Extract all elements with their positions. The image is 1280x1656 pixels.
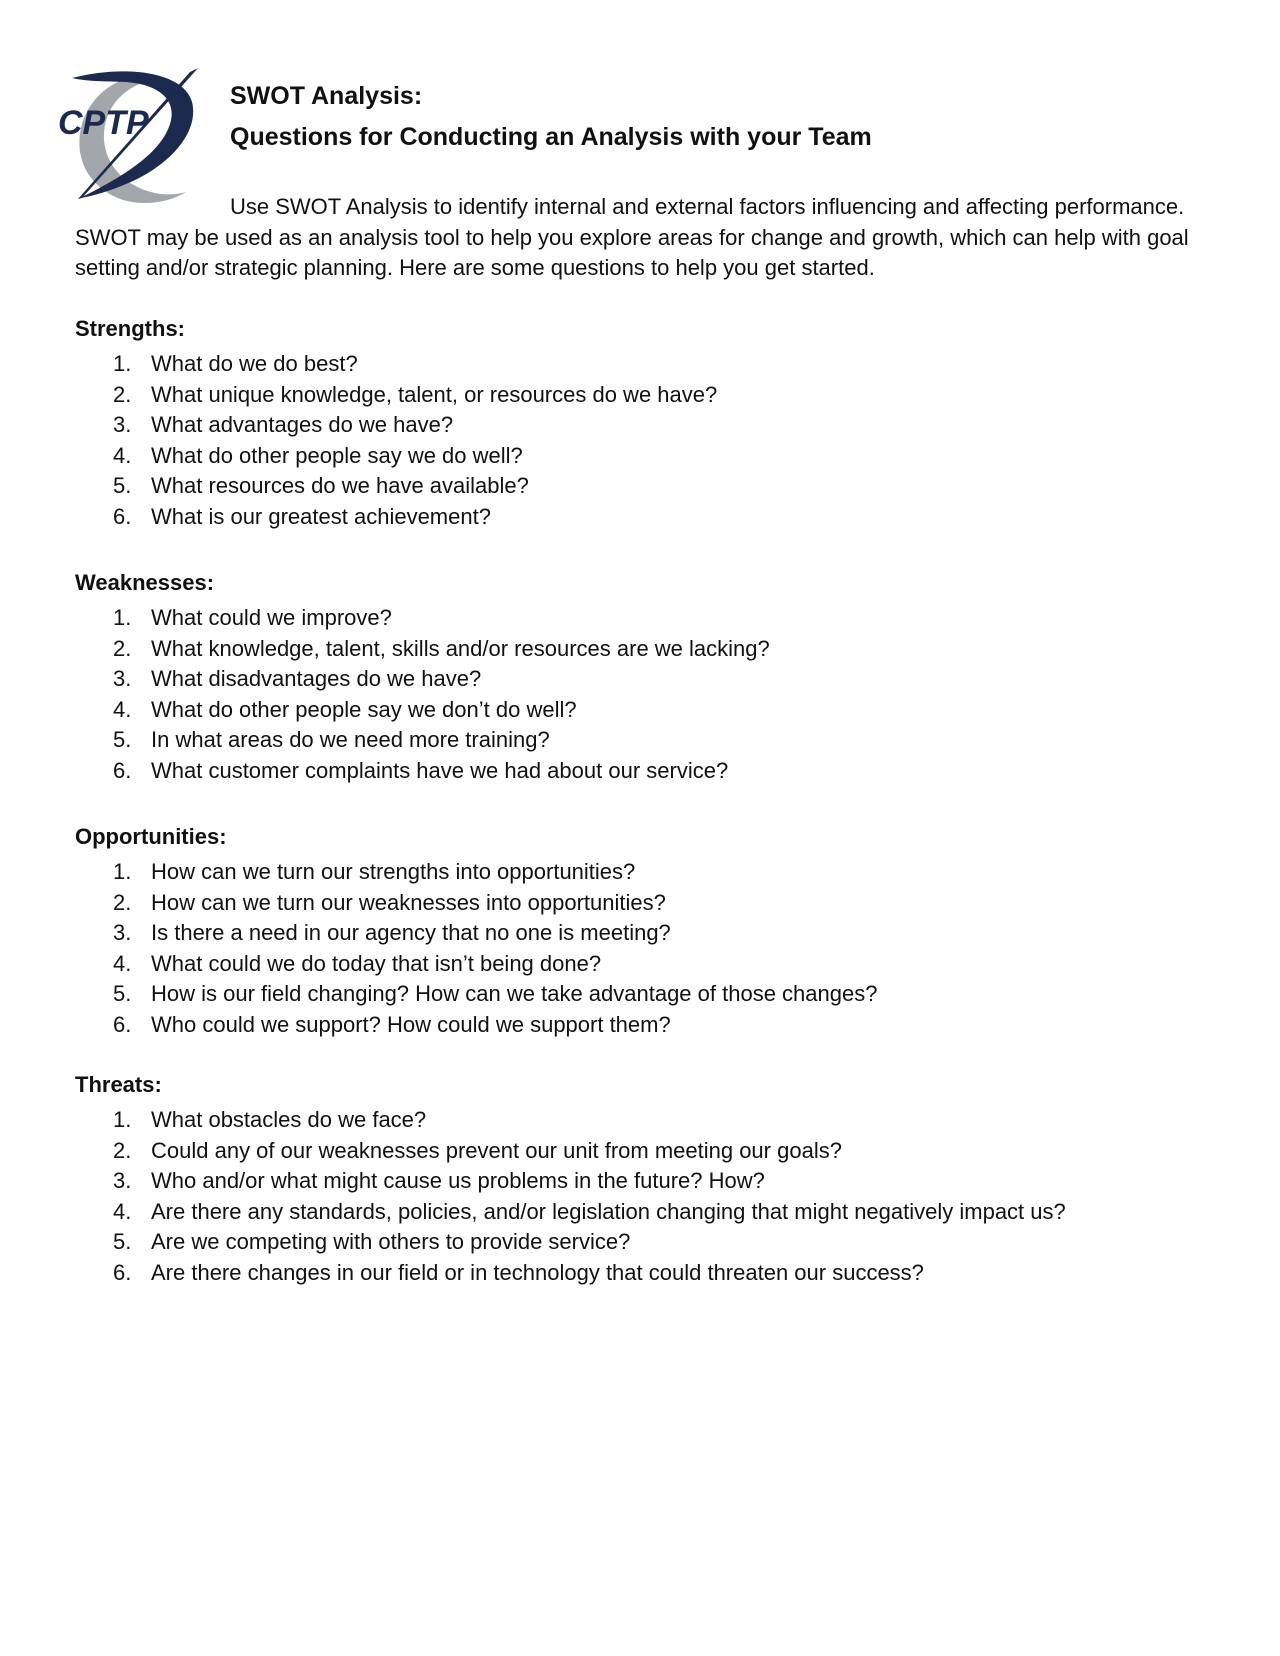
list-item — [75, 857, 1205, 888]
item-number: 3. — [113, 1168, 132, 1193]
list-item — [75, 349, 1205, 380]
section-weaknesses — [75, 568, 1205, 786]
question-list — [75, 349, 1205, 532]
item-text: What do other people say we don’t do well? — [151, 696, 577, 722]
item-text: Are there any standards, policies, and/or legislation changing that might negatively impact us? — [151, 1198, 1066, 1224]
list-item — [75, 664, 1205, 695]
item-text: How is our field changing? How can we take advantage of those changes? — [151, 981, 878, 1006]
list-item — [75, 918, 1205, 949]
item-text: What unique knowledge, talent, or resources do we have? — [151, 381, 718, 407]
item-number: 6. — [113, 1011, 132, 1037]
section-heading: Opportunities: — [75, 824, 227, 849]
item-text: What customer complaints have we had about our service? — [151, 757, 729, 783]
item-number: 5. — [113, 473, 132, 498]
item-text: In what areas do we need more training? — [151, 727, 550, 752]
item-text: Who and/or what might cause us problems in the future? How? — [151, 1168, 765, 1193]
intro-text: Use SWOT Analysis to identify internal and external factors influencing and affecting performance. SWOT may be used as an analysis tool to help you explore areas for change and growth, which can help with goal setting and/or strategic planning. Here are some questions to help you get started. — [75, 194, 1189, 280]
item-number: 1. — [113, 351, 132, 376]
list-item — [75, 756, 1205, 787]
item-text: What advantages do we have? — [151, 412, 454, 437]
title-line-2: Questions for Conducting an Analysis with your Team — [230, 123, 872, 151]
question-list — [75, 603, 1205, 786]
item-text: What obstacles do we face? — [151, 1107, 427, 1132]
list-item — [75, 603, 1205, 634]
list-item — [75, 949, 1205, 980]
item-text: What knowledge, talent, skills and/or resources are we lacking? — [151, 635, 770, 661]
item-number: 5. — [113, 981, 132, 1006]
section-heading: Threats: — [75, 1072, 162, 1097]
question-list — [75, 857, 1205, 1040]
section-heading: Weaknesses: — [75, 570, 215, 595]
item-number: 6. — [113, 757, 132, 783]
item-text: Is there a need in our agency that no one is meeting? — [151, 920, 671, 945]
item-number: 3. — [113, 920, 132, 945]
list-item — [75, 380, 1205, 411]
title-line-1: SWOT Analysis: — [230, 82, 423, 110]
item-text: What is our greatest achievement? — [151, 503, 491, 529]
item-number: 1. — [113, 859, 132, 884]
logo-text: CPTP — [58, 104, 149, 142]
item-text: What could we do today that isn’t being done? — [151, 950, 602, 976]
item-number: 1. — [113, 605, 132, 630]
item-text: What disadvantages do we have? — [151, 666, 482, 691]
item-number: 5. — [113, 727, 132, 752]
question-list — [75, 1105, 1205, 1288]
item-number: 2. — [113, 889, 132, 915]
item-number: 3. — [113, 666, 132, 691]
section-heading: Strengths: — [75, 316, 185, 341]
item-text: Are there changes in our field or in technology that could threaten our success? — [151, 1259, 924, 1285]
item-number: 2. — [113, 635, 132, 661]
item-number: 3. — [113, 412, 132, 437]
list-item — [75, 1105, 1205, 1136]
list-item — [75, 979, 1205, 1010]
item-text: Are we competing with others to provide service? — [151, 1229, 631, 1254]
list-item — [75, 1166, 1205, 1197]
list-item — [75, 1227, 1205, 1258]
list-item — [75, 1010, 1205, 1041]
item-text: What do we do best? — [151, 351, 358, 376]
section-opportunities — [75, 822, 1205, 1040]
item-text: How can we turn our strengths into opportunities? — [151, 859, 636, 884]
item-number: 1. — [113, 1107, 132, 1132]
item-number: 6. — [113, 1259, 132, 1285]
list-item — [75, 441, 1205, 472]
item-text: How can we turn our weaknesses into opportunities? — [151, 889, 666, 915]
list-item — [75, 1258, 1205, 1289]
list-item — [75, 410, 1205, 441]
item-number: 5. — [113, 1229, 132, 1254]
section-threats — [75, 1070, 1205, 1288]
item-number: 6. — [113, 503, 132, 529]
item-number: 4. — [113, 950, 132, 976]
list-item — [75, 888, 1205, 919]
list-item — [75, 634, 1205, 665]
list-item — [75, 502, 1205, 533]
item-number: 2. — [113, 381, 132, 407]
intro-paragraph — [75, 192, 1205, 284]
list-item — [75, 1197, 1205, 1228]
item-text: Who could we support? How could we support them? — [151, 1011, 671, 1037]
item-text: What resources do we have available? — [151, 473, 529, 498]
item-text: Could any of our weaknesses prevent our unit from meeting our goals? — [151, 1137, 842, 1163]
item-number: 4. — [113, 442, 132, 468]
item-number: 4. — [113, 696, 132, 722]
item-number: 2. — [113, 1137, 132, 1163]
list-item — [75, 725, 1205, 756]
item-number: 4. — [113, 1198, 132, 1224]
list-item — [75, 471, 1205, 502]
list-item — [75, 695, 1205, 726]
list-item — [75, 1136, 1205, 1167]
section-strengths — [75, 314, 1205, 532]
item-text: What could we improve? — [151, 605, 392, 630]
item-text: What do other people say we do well? — [151, 442, 523, 468]
title-block — [230, 76, 872, 158]
